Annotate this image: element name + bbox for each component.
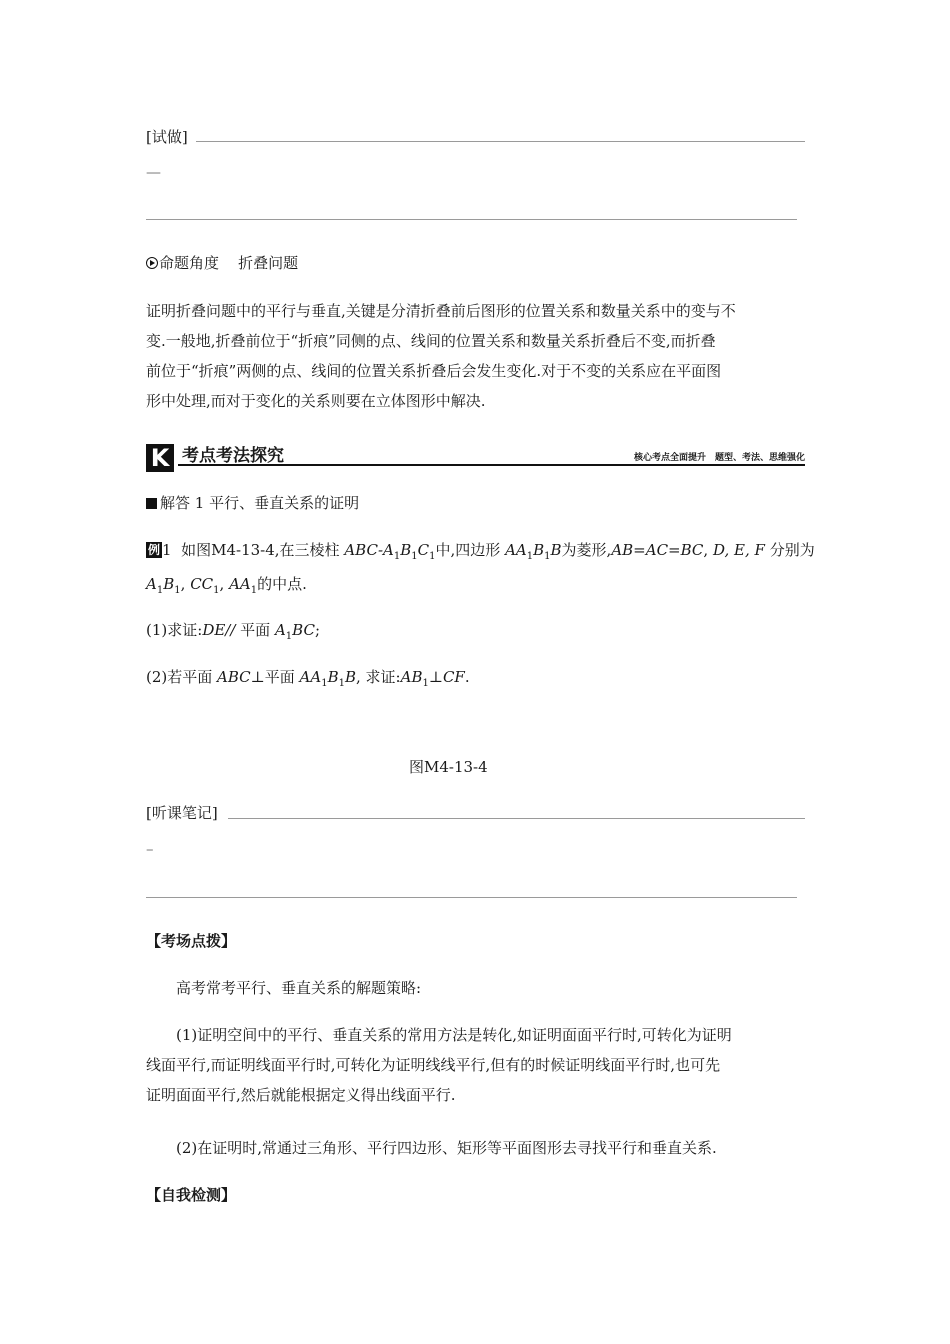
question-2: (2)若平面 ABC⊥平面 $AA_1B_1B$, 求证$:AB_1\perp CF$. bbox=[146, 668, 470, 689]
try-answer-line-2[interactable] bbox=[146, 219, 797, 220]
fold-paragraph-line: 变.一般地,折叠前位于“折痕”同侧的点、线间的位置关系和数量关系折叠后不变,而折叠 bbox=[146, 332, 716, 350]
tips-point-1-line: 线面平行,而证明线面平行时,可转化为证明线线平行,但有的时候证明线面平行时,也可先 bbox=[146, 1056, 721, 1074]
banner-rule bbox=[178, 464, 805, 466]
section-banner-title: 考点考法探究 bbox=[182, 446, 284, 466]
notes-label: [听课笔记] bbox=[146, 804, 218, 822]
tips-point-1-line: (1)证明空间中的平行、垂直关系的常用方法是转化,如证明面面平行时,可转化为证明 bbox=[176, 1026, 732, 1044]
notes-dash: – bbox=[146, 840, 154, 858]
angle-heading bbox=[146, 252, 298, 274]
try-label: [试做] bbox=[146, 128, 188, 146]
fold-paragraph bbox=[146, 296, 816, 416]
angle-label: 命题角度 bbox=[159, 254, 220, 272]
notes-answer-line-1[interactable] bbox=[228, 818, 805, 819]
example-line-2: $A_1B_1$, $CC_1$, $AA_1$的中点. bbox=[146, 575, 307, 596]
answer-heading: 解答 1 平行、垂直关系的证明 bbox=[146, 492, 359, 514]
tips-point-1-line: 证明面面平行,然后就能根据定义得出线面平行. bbox=[146, 1086, 456, 1104]
angle-topic: 折叠问题 bbox=[238, 254, 299, 272]
tips-point-1 bbox=[146, 1020, 816, 1110]
example-line-1: 例 1 如图M4-13-4,在三棱柱 ABC-$A_1B_1C_1$中,四边形 $AA_1B_1B$为菱形,AB=AC=BC, D, E, F 分别为 bbox=[148, 541, 815, 562]
fold-paragraph-line: 前位于“折痕”两侧的点、线间的位置关系折叠后会发生变化.对于不变的关系应在平面图 bbox=[146, 362, 722, 380]
self-check-heading: 【自我检测】 bbox=[146, 1186, 237, 1204]
tips-intro: 高考常考平行、垂直关系的解题策略: bbox=[176, 979, 422, 997]
figure-caption: 图M4-13-4 bbox=[409, 758, 488, 776]
notes-answer-line-2[interactable] bbox=[146, 897, 797, 898]
k-logo-icon: K bbox=[146, 444, 174, 472]
section-banner-subtitle: 核心考点全面提升 题型、考法、思维强化 bbox=[633, 453, 805, 463]
fold-paragraph-line: 证明折叠问题中的平行与垂直,关键是分清折叠前后图形的位置关系和数量关系中的变与不 bbox=[146, 302, 736, 320]
question-1: (1)求证:DE// 平面 $A_1BC$; bbox=[146, 621, 321, 642]
try-answer-line-1[interactable] bbox=[196, 141, 805, 142]
example-badge: 例 bbox=[148, 543, 161, 557]
play-circle-icon bbox=[146, 257, 158, 269]
tips-heading: 【考场点拨】 bbox=[146, 932, 237, 950]
square-bullet-icon bbox=[146, 498, 157, 509]
tips-point-2: (2)在证明时,常通过三角形、平行四边形、矩形等平面图形去寻找平行和垂直关系. bbox=[176, 1139, 717, 1157]
try-dash: — bbox=[146, 163, 161, 181]
fold-paragraph-line: 形中处理,而对于变化的关系则要在立体图形中解决. bbox=[146, 392, 486, 410]
